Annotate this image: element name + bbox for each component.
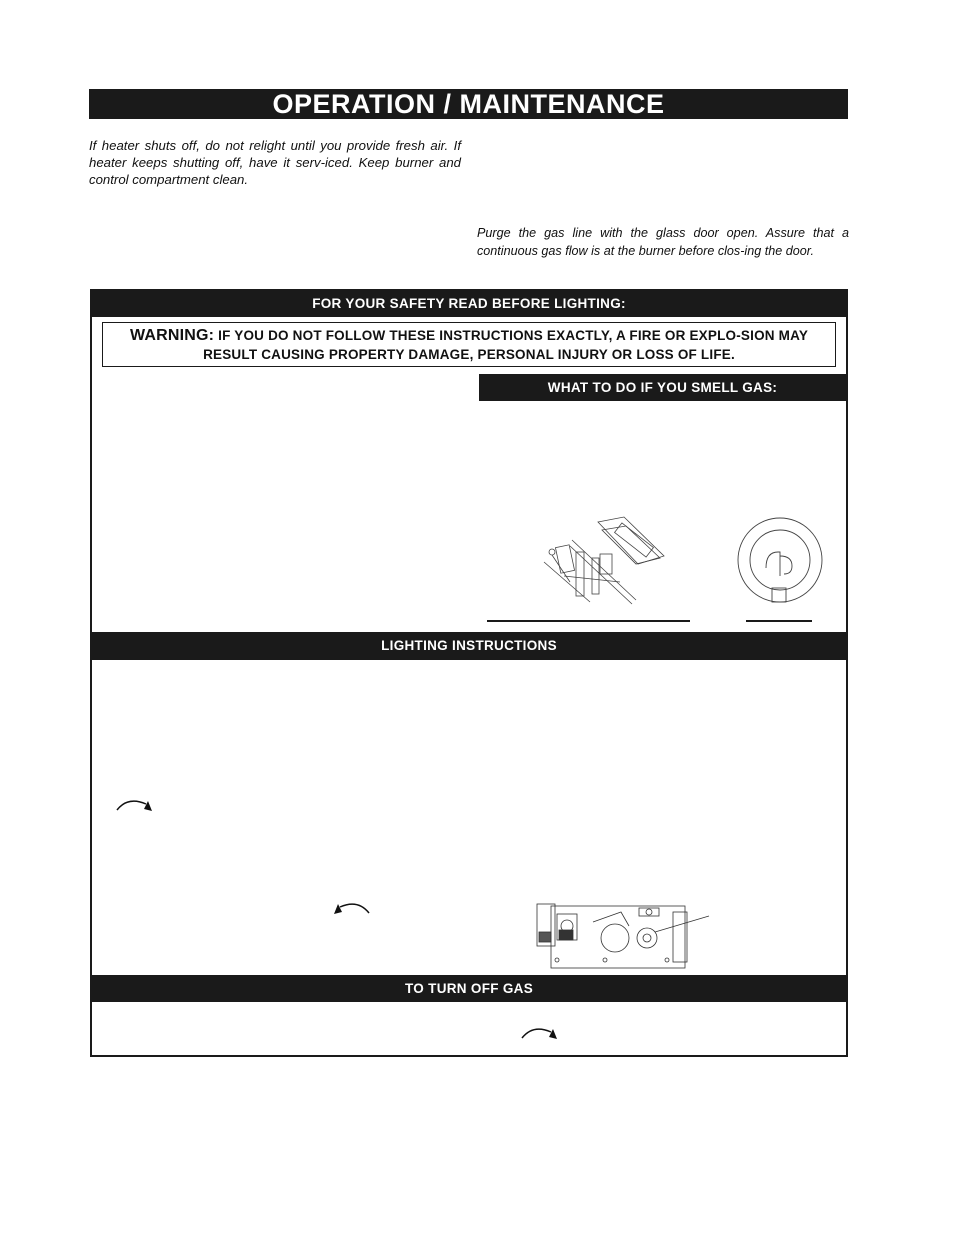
warning-text: IF YOU DO NOT FOLLOW THESE INSTRUCTIONS EXACTLY, A FIRE OR EXPLO-SION MAY RESULT CAUSING PROPERTY DAMAGE, PERSONAL INJURY OR LOSS OF LIFE.	[203, 328, 809, 362]
instructions-frame	[90, 289, 848, 1057]
control-knob-illustration	[736, 516, 824, 606]
warning-box	[102, 322, 836, 367]
page-title: OPERATION / MAINTENANCE	[89, 89, 848, 119]
turn-off-heading: TO TURN OFF GAS	[92, 975, 846, 1002]
intro-paragraph: If heater shuts off, do not relight until you provide fresh air. If heater keeps shutting off, have it serv-iced. Keep burner and control compartment clean.	[89, 138, 461, 187]
pilot-caption-rule	[487, 620, 690, 622]
lighting-heading: LIGHTING INSTRUCTIONS	[92, 632, 846, 660]
clockwise-arrow-icon	[519, 1022, 561, 1042]
safety-heading: FOR YOUR SAFETY READ BEFORE LIGHTING:	[92, 291, 846, 317]
clockwise-arrow-icon	[114, 794, 156, 814]
counterclockwise-arrow-icon	[330, 897, 372, 917]
knob-caption-rule	[746, 620, 812, 622]
pilot-assembly-illustration	[540, 512, 675, 608]
smell-gas-heading: WHAT TO DO IF YOU SMELL GAS:	[479, 374, 846, 401]
gas-valve-illustration	[535, 902, 717, 972]
purge-paragraph: Purge the gas line with the glass door open. Assure that a continuous gas flow is at the burner before clos-ing the door.	[477, 226, 849, 258]
warning-label: WARNING:	[129, 327, 215, 344]
